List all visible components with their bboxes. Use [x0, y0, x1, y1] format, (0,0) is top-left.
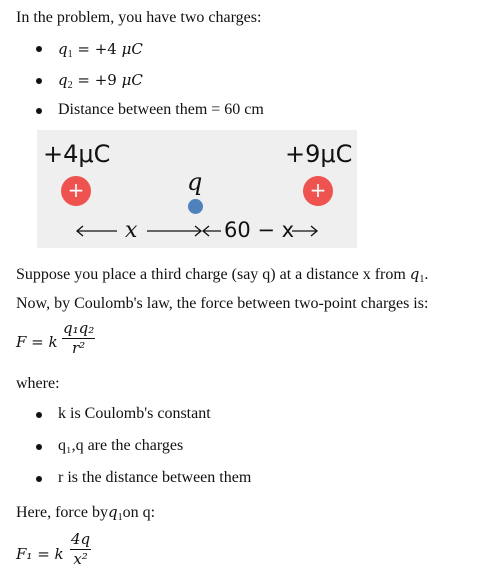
left-charge-label: +4μC — [43, 140, 111, 168]
q1-value: = +4 — [72, 40, 122, 58]
bullet-dot — [36, 46, 42, 52]
suppose-subscript: 1 — [419, 274, 425, 285]
charge-q2-item — [58, 70, 143, 96]
intro-text: In the problem, you have two charges: — [16, 9, 262, 26]
charge-q1-item — [58, 39, 143, 65]
distance-item: Distance between them = 60 cm — [58, 101, 264, 118]
where-text: where: — [16, 375, 60, 392]
where-item-k: k is Coulomb's constant — [58, 405, 211, 422]
q1-mu: μ — [121, 40, 132, 58]
where-item-charges: q₁,q are the charges — [58, 437, 184, 454]
q1-subscript: 1 — [67, 49, 73, 60]
q2-value: = +9 — [72, 71, 122, 89]
formula2-fraction — [70, 531, 91, 568]
q2-subscript: 2 — [67, 80, 73, 91]
q1-symbol: q — [58, 40, 68, 58]
positive-charge-left-icon: + — [61, 176, 91, 206]
here-end: on q: — [122, 504, 156, 521]
formula2-lhs: F₁ = k — [16, 545, 64, 563]
formula1-denominator: r² — [72, 339, 86, 357]
charges-diagram — [37, 130, 357, 248]
suppose-end: . — [424, 266, 429, 283]
bullet-dot — [36, 108, 42, 114]
q2-mu: μ — [121, 71, 132, 89]
q1-unit: C — [131, 40, 143, 58]
coulomb-text: Now, by Coulomb's law, the force between two-point charges is: — [16, 295, 429, 312]
here-subscript: 1 — [117, 512, 123, 523]
suppose-main: Suppose you place a third charge (say q) at a distance x from — [16, 266, 410, 283]
here-main: Here, force by — [16, 504, 108, 521]
q2-symbol: q — [58, 71, 68, 89]
suppose-text — [16, 264, 428, 290]
bullet-dot — [36, 444, 42, 450]
formula2-denominator: x² — [73, 550, 88, 568]
here-symbol: q — [107, 503, 118, 521]
x-symbol: x — [125, 218, 138, 243]
formula2-numerator: 4q — [71, 530, 91, 548]
positive-charge-right-icon: + — [303, 176, 333, 206]
where-item-r: r is the distance between them — [58, 469, 252, 486]
here-text — [16, 502, 155, 528]
x-label — [125, 218, 137, 243]
test-charge-label: q — [187, 168, 203, 196]
q2-unit: C — [131, 71, 143, 89]
formula1-fraction — [62, 320, 95, 357]
formula1-numerator: q₁q₂ — [63, 319, 95, 337]
remaining-distance-label: 60 − x — [224, 218, 295, 242]
distance-arrows — [37, 214, 357, 248]
formula1-lhs: F = k — [16, 333, 58, 351]
bullet-dot — [36, 476, 42, 482]
right-charge-label: +9μC — [285, 140, 353, 168]
suppose-symbol: q — [409, 265, 420, 283]
bullet-dot — [36, 78, 42, 84]
bullet-dot — [36, 412, 42, 418]
test-charge-icon — [188, 199, 203, 214]
